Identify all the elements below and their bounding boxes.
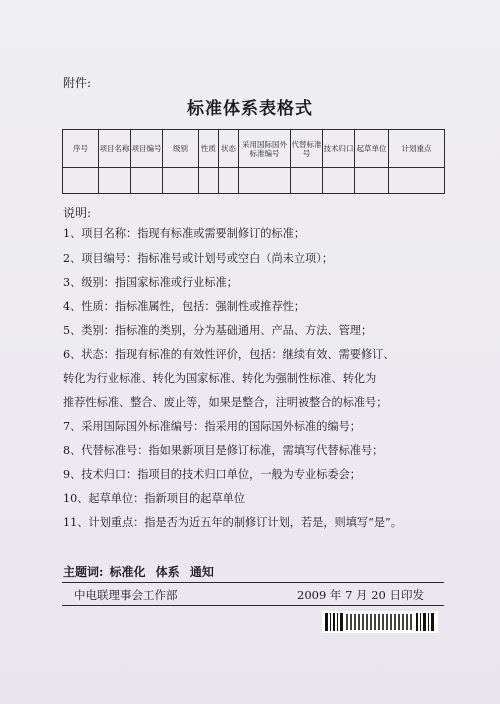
subject-keyword: 通知 [189,565,214,579]
issuer: 中电联理事会工作部 [74,588,178,602]
note-item: 1、项目名称：指现有标准或需要制修订的标准； [63,227,306,240]
table-row [63,168,445,194]
table-cell [219,168,239,194]
note-continuation: 转化为行业标准、转化为国家标准、转化为强制性标准、转化为 [63,372,377,385]
subject-keywords [63,563,220,580]
header-cell: 技术归口 [323,130,355,168]
header-cell: 采用国际国外标准编号 [239,130,291,168]
header-cell: 计划重点 [389,130,445,168]
note-item: 3、级别：指国家标准或行业标准； [63,276,238,289]
issue-date: 2009 年 7 月 20 日印发 [297,588,424,602]
table-cell [355,168,389,194]
note-item: 9、技术归口：指项目的技术归口单位，一般为专业标委会； [63,468,361,481]
note-item: 7、采用国际国外标准编号：指采用的国际国外标准的编号； [63,420,361,433]
table-cell [131,168,163,194]
standard-system-table [62,129,445,194]
note-item: 10、起草单位：指新项目的起草单位 [63,492,246,505]
note-item: 4、性质：指标准属性，包括：强制性或推荐性； [63,300,306,313]
header-cell: 状态 [219,130,239,168]
header-cell: 性质 [199,130,219,168]
note-continuation: 推荐性标准、整合、废止等，如果是整合，注明被整合的标准号； [63,396,388,409]
barcode-icon [322,611,438,633]
table-cell [199,168,219,194]
note-item: 6、状态：指现有标准的有效性评价，包括：继续有效、需要修订、 [63,348,395,361]
note-item: 8、代替标准号：指如果新项目是修订标准，需填写代替标准号； [63,444,384,457]
notes-title: 说明: [63,206,92,220]
header-cell: 起草单位 [355,130,389,168]
header-cell: 序号 [63,130,99,168]
table-cell [239,168,291,194]
header-cell: 项目编号 [131,130,163,168]
attachment-label: 附件: [63,76,92,90]
header-cell: 级别 [163,130,199,168]
note-item: 5、类别：指标准的类别，分为基础通用、产品、方法、管理； [63,324,373,337]
divider-line [62,582,444,583]
header-cell: 代替标准号 [291,130,323,168]
divider-line [62,605,444,606]
note-item: 2、项目编号：指标准号或计划号或空白（尚未立项）； [63,252,334,265]
table-cell [163,168,199,194]
subject-label: 主题词: [63,565,104,579]
subject-keyword: 标准化 [109,565,146,579]
table-cell [389,168,445,194]
table-cell [323,168,355,194]
table-cell [291,168,323,194]
header-cell: 项目名称 [99,130,131,168]
document-title: 标准体系表格式 [187,99,313,119]
table-cell [63,168,99,194]
table-cell [99,168,131,194]
table-header-row [63,130,445,168]
subject-keyword: 体系 [155,565,180,579]
note-item: 11、计划重点：指是否为近五年的制修订计划，若是，则填写“是”。 [63,516,402,529]
